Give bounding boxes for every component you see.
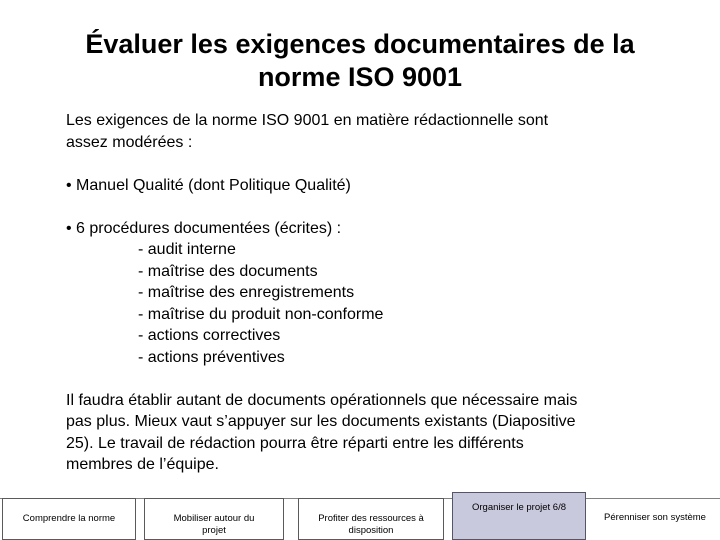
nav-label: projet — [202, 525, 226, 536]
nav-button-organiser-active[interactable] — [452, 492, 586, 540]
nav-label: Comprendre la norme — [22, 513, 116, 524]
slide-title-line-1: Évaluer les exigences documentaires de la — [85, 29, 635, 59]
intro-line-2: assez modérées : — [66, 133, 193, 151]
nav-label: Pérenniser son système — [604, 512, 706, 523]
conclusion-line: Il faudra établir autant de documents opérationnels que nécessaire mais — [66, 391, 578, 409]
conclusion-line: pas plus. Mieux vaut s’appuyer sur les documents existants (Diapositive — [66, 413, 576, 430]
nav-button-profiter[interactable] — [298, 498, 444, 540]
procedure-item: - maîtrise des documents — [138, 262, 318, 280]
procedure-item: - actions correctives — [138, 327, 281, 344]
slide-title-line-2: norme ISO 9001 — [257, 62, 463, 92]
slide-body — [66, 110, 666, 476]
nav-button-comprendre[interactable] — [2, 498, 136, 540]
procedure-item: - actions préventives — [138, 348, 285, 366]
procedure-item: - maîtrise du produit non-conforme — [138, 305, 384, 323]
intro-line-1: Les exigences de la norme ISO 9001 en matière rédactionnelle sont — [66, 112, 549, 129]
nav-label: Mobiliser autour du — [173, 513, 255, 524]
nav-label: Profiter des ressources à — [318, 513, 424, 524]
conclusion-line: 25). Le travail de rédaction pourra être réparti entre les différents — [66, 434, 524, 452]
bullet-procedures: • 6 procédures documentées (écrites) : — [66, 219, 342, 237]
conclusion-line: membres de l’équipe. — [66, 456, 219, 473]
nav-label: Organiser le projet 6/8 — [472, 502, 566, 513]
nav-button-mobiliser[interactable] — [144, 498, 284, 540]
slide-title — [0, 28, 720, 94]
procedure-item: - maîtrise des enregistrements — [138, 284, 355, 301]
nav-label: disposition — [348, 525, 394, 536]
procedure-item: - audit interne — [138, 241, 236, 258]
bullet-quality-manual: • Manuel Qualité (dont Politique Qualité) — [66, 176, 351, 194]
nav-button-perenniser[interactable] — [592, 498, 718, 540]
